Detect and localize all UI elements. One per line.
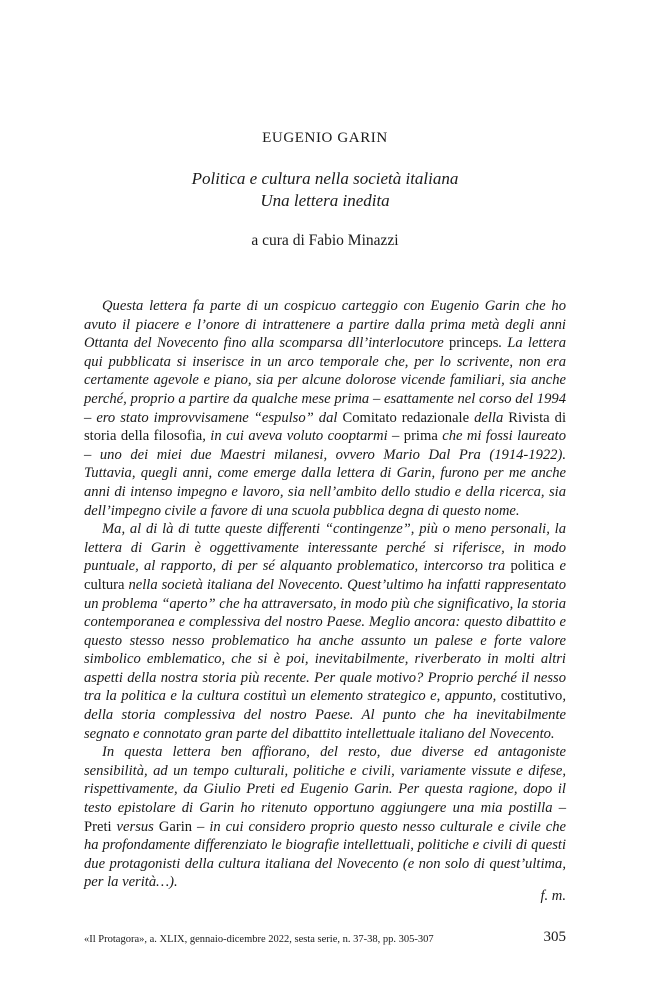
- page-number: 305: [543, 929, 566, 945]
- italic-text: nella società italiana del Novecento. Quest’ultimo ha infatti rappresentato un problema “aperto” che ha attraversato, in modo più che significativo, la storia contemporanea e complessiva del nostro Paese. Meglio ancora: questo dibattito e questo stesso nesso problematico ha anche assunto un palese e forte valore simbolico emblematico, che si è poi, inevitabilmente, riverberato in molti altri aspetti della nostra storia più recente. Per quale motivo? Proprio perché il nesso tra la politica e la cultura costituì un elemento strategico e, appunto,: [84, 576, 566, 705]
- upright-text: Preti: [84, 818, 112, 835]
- body-text: [84, 297, 566, 892]
- title-line-2: Una lettera inedita: [260, 191, 390, 210]
- italic-text: Ma, al di là di tutte queste differenti “contingenze”, più o meno personali, la lettera di Garin è oggettivamente interessante perché si riferisce, in modo puntuale, al rapporto, di per sé alquanto problematico, intercorso: [84, 521, 566, 575]
- upright-text: princeps: [448, 335, 499, 352]
- italic-text: dal: [318, 409, 343, 426]
- italic-text: Questa lettera fa parte di un cospicuo carteggio con Eugenio Garin che ho avuto il piacere e l’onore di intrattenere a partire dalla prima metà degli anni Ottanta del Novecento fino alla scomparsa dll’interlocutore: [84, 298, 566, 352]
- upright-text: Rivista di storia della filosofia: [84, 409, 567, 445]
- upright-text: prima: [403, 428, 438, 445]
- upright-text: politica: [510, 558, 555, 575]
- upright-text: Comitato redazionale: [342, 409, 470, 426]
- paragraph: [84, 743, 566, 892]
- italic-text: della: [469, 409, 509, 426]
- italic-text: , della storia complessiva del nostro Paese. Al punto che ha inevitabilmente segnato e connotato gran parte del dibattito intellettuale italiano del Novecento.: [84, 688, 566, 742]
- italic-text: e: [554, 558, 566, 575]
- journal-citation: «Il Protagora», a. XLIX, gennaio-dicembre 2022, sesta serie, n. 37-38, pp. 305-307: [84, 934, 434, 945]
- upright-text: cultura: [84, 576, 125, 593]
- author-initials: f. m.: [540, 888, 566, 904]
- paragraph: [84, 520, 566, 743]
- upright-text: costitutivo: [500, 688, 563, 705]
- italic-text: tra: [488, 558, 511, 575]
- upright-text: Garin: [158, 818, 193, 835]
- article-title: [0, 168, 650, 212]
- title-line-1: Politica e cultura nella società italiana: [191, 169, 459, 188]
- author-name: EUGENIO GARIN: [262, 130, 388, 146]
- italic-text: , in cui aveva voluto cooptarmi –: [202, 428, 404, 445]
- italic-text: – in cui considero proprio questo nesso culturale e civile che ha profondamente differenziato le biografie intellettuali, politiche e civili di questi due protagonisti della cultura italiana del Novecento (e non solo di quest’ultima, per la verità…).: [84, 818, 566, 891]
- italic-text: . La lettera qui pubblicata si inserisce in un arco temporale che, per lo scrivente, non era certamente agevole e piano, sia per alcune dolorose vicende familiari, sia anche perché, proprio a partire da qualche mese prima – esattamente nel corso del 1994 – ero stato improvvisamene “espulso”: [84, 335, 566, 426]
- italic-text: In questa lettera ben affiorano, del resto, due diverse ed antagoniste sensibilità, ad un tempo culturali, politiche e civili, variamente vissute e difese, rispettivamente, da Giulio Preti ed Eugenio Garin. Per questa ragione, dopo il testo epistolare di Garin ho ritenuto opportuno aggiungere una mia postilla –: [84, 744, 566, 817]
- italic-text: che mi fossi laureato – uno dei miei due Maestri milanesi, ovvero Mario Dal Pra (1914-1922). Tuttavia, quegli anni, come emerge dalla lettera di Garin, furono per me anche anni di intenso impegno e lavoro, sia nell’ambito dello studio e della ricerca, sia dell’impegno civile a favore di una scuola pubblica degna di questo nome.: [84, 428, 566, 519]
- editor-credit: a cura di Fabio Minazzi: [251, 232, 399, 249]
- paragraph: [84, 297, 566, 520]
- italic-text: versus: [111, 818, 159, 835]
